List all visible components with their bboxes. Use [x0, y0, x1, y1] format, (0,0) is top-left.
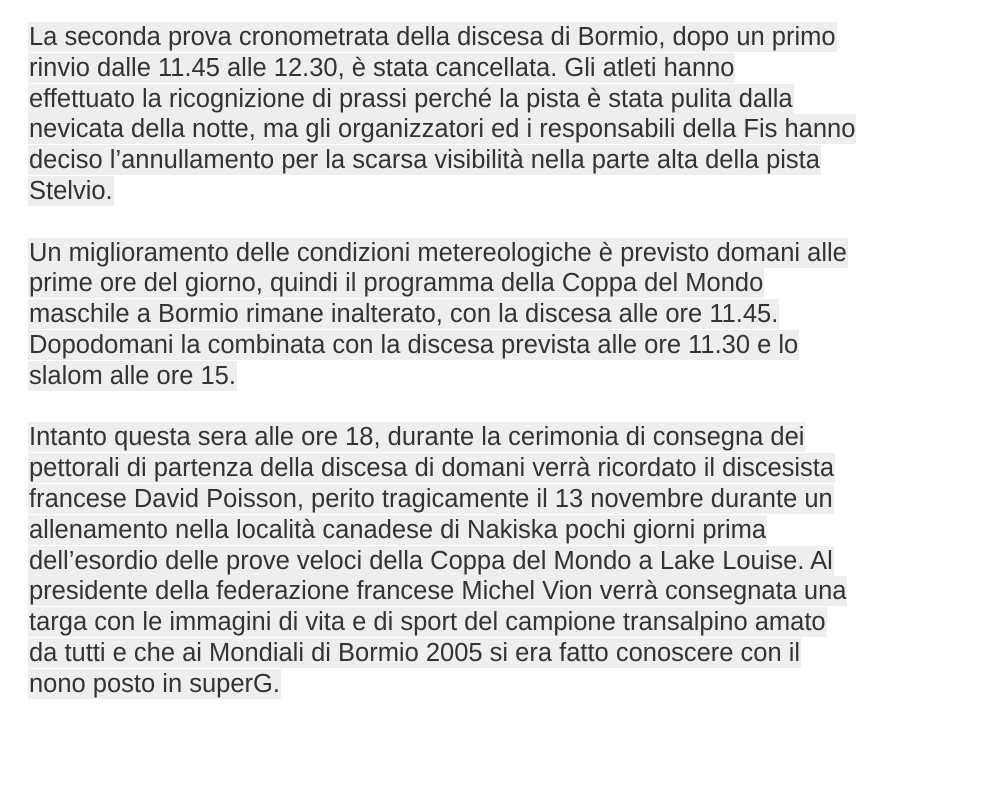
text-line: La seconda prova cronometrata della discesa di Bormio, dopo un primo [29, 23, 836, 51]
text-line: pettorali di partenza della discesa di domani verrà ricordato il discesista [29, 454, 835, 483]
text-line: da tutti e che ai Mondiali di Bormio 2005 si era fatto conoscere con il [29, 638, 801, 667]
text-line: deciso l’annullamento per la scarsa visibilità nella parte alta della pista [29, 146, 820, 175]
paragraph-3 [29, 422, 979, 699]
text-line: maschile a Bormio rimane inalterato, con la discesa alle ore 11.45. [29, 300, 779, 329]
paragraph-2 [29, 238, 979, 392]
text-line: Stelvio. [29, 176, 113, 205]
text-line: presidente della federazione francese Michel Vion verrà consegnata una [29, 577, 847, 606]
text-line: nevicata della notte, ma gli organizzatori ed i responsabili della Fis hanno [29, 115, 856, 144]
text-line: Intanto questa sera alle ore 18, durante la cerimonia di consegna dei [29, 423, 805, 452]
text-line: slalom alle ore 15. [29, 361, 236, 390]
text-line: rinvio dalle 11.45 alle 12.30, è stata cancellata. Gli atleti hanno [29, 53, 735, 82]
text-line: effettuato la ricognizione di prassi perché la pista è stata pulita dalla [29, 84, 793, 113]
text-line: Un miglioramento delle condizioni metereologiche è previsto domani alle [29, 238, 847, 267]
paragraph-1 [29, 22, 979, 207]
text-line: nono posto in superG. [29, 669, 280, 698]
text-line: prime ore del giorno, quindi il programma della Coppa del Mondo [29, 269, 764, 298]
text-line: francese David Poisson, perito tragicamente il 13 novembre durante un [29, 484, 833, 513]
text-line: dell’esordio delle prove veloci della Coppa del Mondo a Lake Louise. Al [29, 546, 833, 575]
text-line: allenamento nella località canadese di Nakiska pochi giorni prima [29, 515, 767, 544]
article-body [29, 22, 979, 700]
text-line: targa con le immagini di vita e di sport del campione transalpino amato [29, 608, 826, 637]
text-line: Dopodomani la combinata con la discesa prevista alle ore 11.30 e lo [29, 330, 799, 359]
